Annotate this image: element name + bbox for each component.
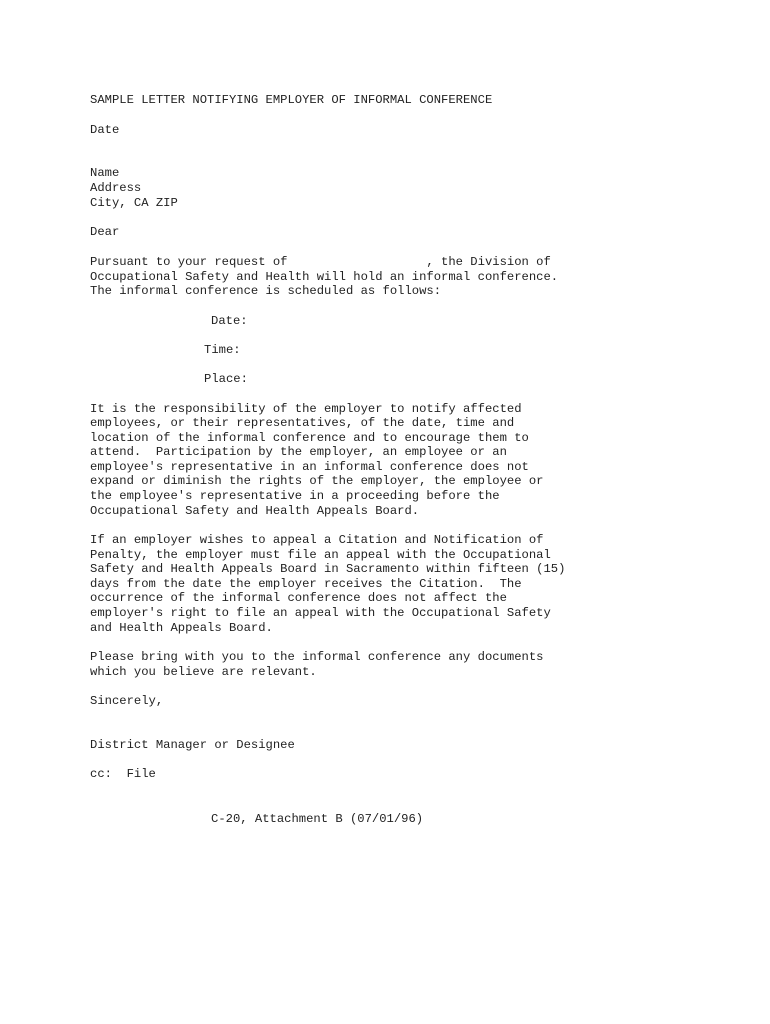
paragraph-line: location of the informal conference and to encourage them to <box>90 431 529 445</box>
paragraph-line: It is the responsibility of the employer to notify affected <box>90 402 522 416</box>
paragraph-line: Occupational Safety and Health Appeals Board. <box>90 504 420 518</box>
form-footer: C-20, Attachment B (07/01/96) <box>211 812 424 826</box>
schedule-time-label: Time: <box>204 343 241 357</box>
paragraph-line: occurrence of the informal conference does not affect the <box>90 591 507 605</box>
schedule-date-label: Date: <box>211 314 248 328</box>
closing: Sincerely, <box>90 694 164 708</box>
recipient-name: Name <box>90 166 120 180</box>
paragraph-line: the employee's representative in a proceeding before the <box>90 489 500 503</box>
cc-line: cc: File <box>90 767 156 781</box>
salutation: Dear <box>90 225 120 239</box>
paragraph-line: Please bring with you to the informal conference any documents <box>90 650 544 664</box>
signature-line: District Manager or Designee <box>90 738 295 752</box>
paragraph-line: employee's representative in an informal conference does not <box>90 460 529 474</box>
paragraph-line: expand or diminish the rights of the employer, the employee or <box>90 474 544 488</box>
paragraph-line: Occupational Safety and Health will hold an informal conference. <box>90 270 559 284</box>
paragraph-line: Safety and Health Appeals Board in Sacramento within fifteen (15) <box>90 562 566 576</box>
paragraph-line: If an employer wishes to appeal a Citation and Notification of <box>90 533 544 547</box>
date-line: Date <box>90 123 120 137</box>
paragraph-line: days from the date the employer receives the Citation. The <box>90 577 522 591</box>
paragraph-line: and Health Appeals Board. <box>90 621 273 635</box>
paragraph-line: Penalty, the employer must file an appeal with the Occupational <box>90 548 551 562</box>
paragraph-line: The informal conference is scheduled as follows: <box>90 284 442 298</box>
schedule-place-label: Place: <box>204 372 248 386</box>
paragraph-line: employees, or their representatives, of the date, time and <box>90 416 515 430</box>
paragraph-line: Pursuant to your request of , the Division of <box>90 255 551 269</box>
letter-title: SAMPLE LETTER NOTIFYING EMPLOYER OF INFORMAL CONFERENCE <box>90 93 493 107</box>
recipient-address: Address <box>90 181 142 195</box>
paragraph-line: which you believe are relevant. <box>90 665 317 679</box>
paragraph-line: employer's right to file an appeal with the Occupational Safety <box>90 606 551 620</box>
recipient-city: City, CA ZIP <box>90 196 178 210</box>
paragraph-line: attend. Participation by the employer, an employee or an <box>90 445 507 459</box>
